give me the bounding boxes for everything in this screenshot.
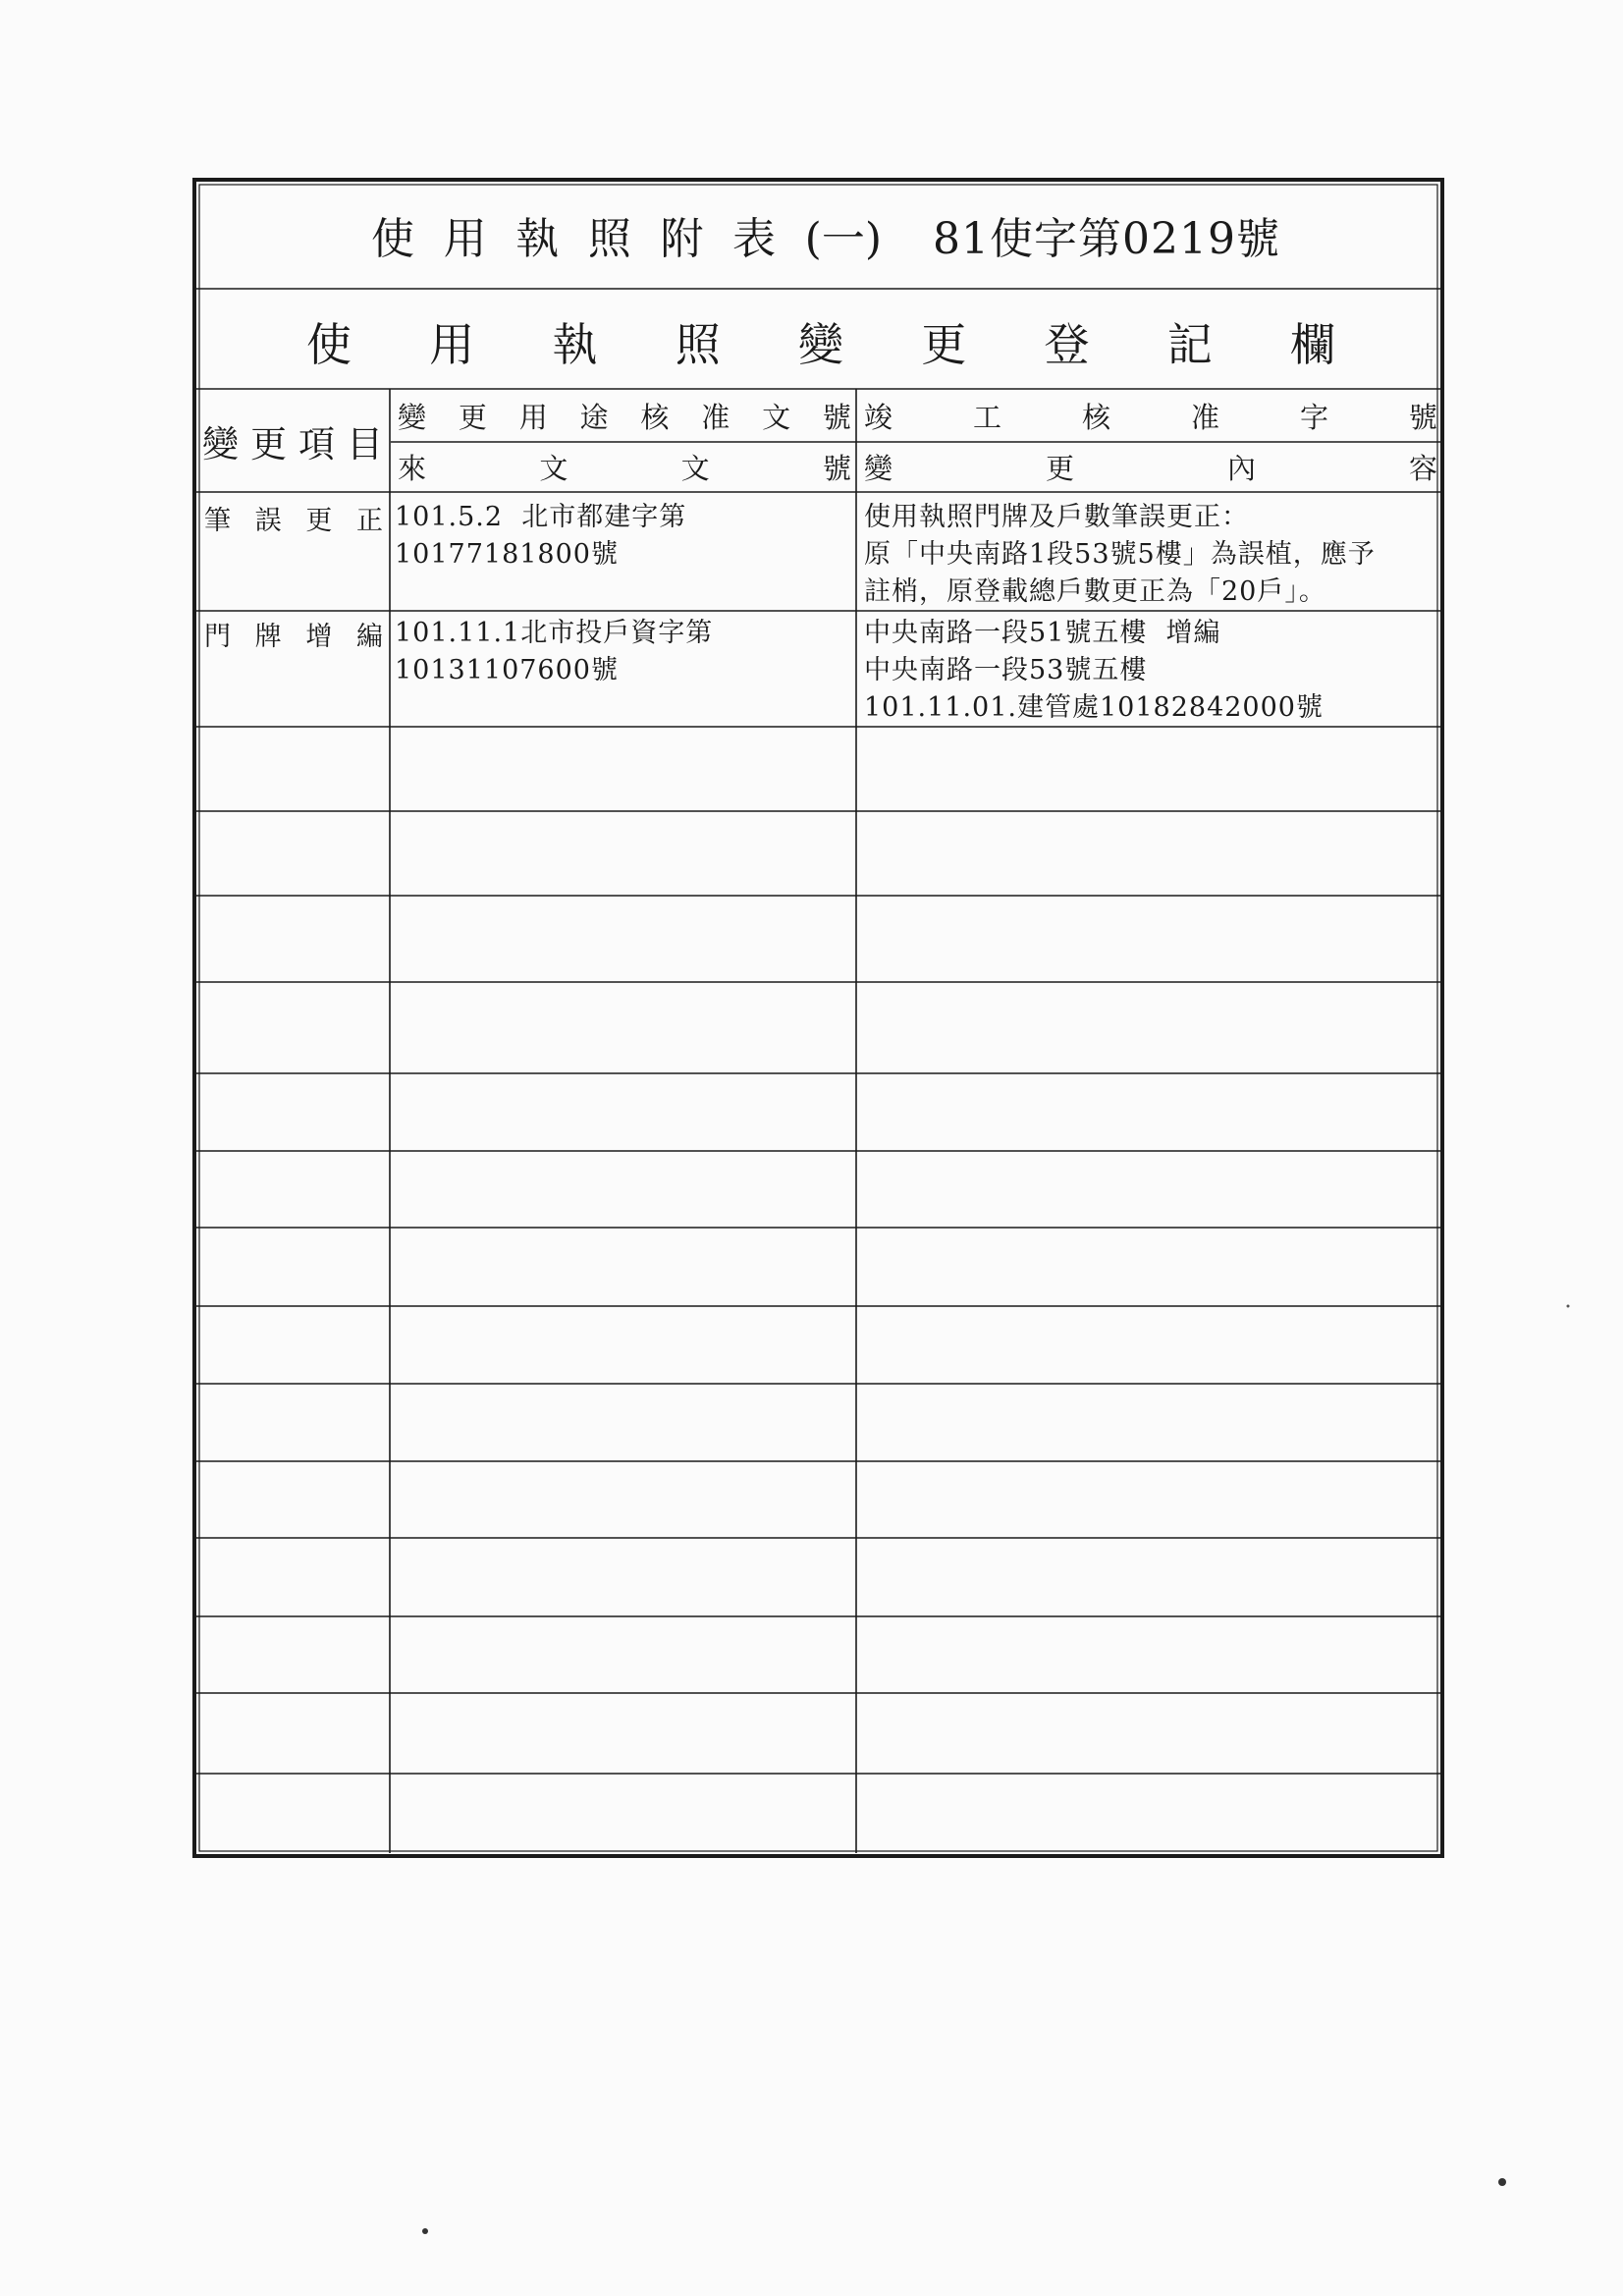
header-char: 變: [864, 451, 893, 485]
header-char: 竣: [864, 400, 893, 434]
header-char: 准: [1190, 400, 1219, 434]
document-line: 101.5.2 北市都建字第: [395, 502, 687, 532]
subtitle-char: 欄: [1290, 318, 1335, 371]
content-line: 原「中央南路1段53號5樓」為誤植，應予: [864, 539, 1376, 570]
header-char: 更: [1045, 451, 1074, 485]
content-line: 使用執照門牌及戶數筆誤更正：: [864, 502, 1249, 532]
header-char: 號: [822, 400, 851, 434]
subtitle-char: 用: [429, 318, 475, 371]
entry-char: 誤: [254, 505, 282, 536]
title-char: 照: [587, 214, 631, 264]
header-char: 來: [398, 451, 427, 485]
header-char: 用: [518, 400, 548, 434]
row-rules: [196, 611, 1440, 1774]
header-char: 途: [579, 400, 609, 434]
header-char: 內: [1226, 451, 1256, 485]
content-line: 註梢，原登載總戶數更正為「20戶」。: [864, 576, 1326, 607]
scan-speck: [422, 2228, 428, 2234]
header-char: 准: [701, 400, 730, 434]
form-title: [371, 202, 1328, 267]
content-line: 101.11.01.建管處10182842000號: [864, 692, 1324, 723]
entry-char: 牌: [254, 621, 282, 652]
header-change-content: [864, 446, 1437, 487]
header-char: 變: [398, 400, 427, 434]
subtitle-char: 照: [675, 318, 721, 371]
document-line: 10131107600號: [395, 655, 619, 685]
title-char: 使: [371, 214, 414, 264]
header-char: 文: [762, 400, 791, 434]
entry-change-content: [864, 499, 1376, 611]
entry-char: 增: [305, 621, 333, 652]
subtitle-char: 更: [921, 318, 967, 371]
entry-char: 編: [355, 621, 383, 652]
header-char: 目: [347, 423, 383, 465]
header-approval-doc-number: [398, 395, 851, 436]
entry-document-number: [395, 615, 713, 689]
header-char: 核: [640, 400, 670, 434]
header-char: 變: [202, 423, 239, 465]
subtitle-char: 執: [552, 318, 598, 371]
entry-document-number: [395, 499, 686, 574]
header-char: 文: [539, 451, 568, 485]
entry-change-content: [864, 615, 1324, 727]
content-line: 中央南路一段51號五樓 增編: [864, 618, 1221, 648]
document-line: 10177181800號: [395, 539, 619, 570]
entry-item-label: [204, 499, 383, 536]
header-char: 核: [1081, 400, 1110, 434]
header-completion-approval-number: [864, 395, 1437, 436]
header-char: 容: [1408, 451, 1437, 485]
header-incoming-doc-number: [398, 446, 851, 487]
header-char: 更: [250, 423, 287, 465]
entry-item-label: [204, 615, 383, 652]
header-char: 工: [972, 400, 1001, 434]
license-number: 81使字第0219號: [933, 214, 1280, 264]
header-change-item: [202, 414, 383, 467]
subtitle-char: 記: [1166, 318, 1213, 371]
content-line: 中央南路一段53號五樓: [864, 655, 1148, 685]
subtitle-char: 登: [1044, 318, 1090, 371]
subtitle-char: 使: [306, 318, 352, 371]
title-char: 用: [443, 214, 487, 264]
title-char: (一): [804, 214, 882, 264]
header-char: 字: [1299, 400, 1328, 434]
header-char: 文: [680, 451, 710, 485]
entry-char: 門: [204, 621, 231, 652]
header-char: 號: [822, 451, 851, 485]
subtitle-char: 變: [798, 318, 843, 371]
title-char: 執: [515, 214, 560, 264]
form-subtitle: [306, 304, 1335, 379]
entry-char: 正: [355, 505, 383, 536]
entry-char: 更: [305, 505, 333, 536]
header-char: 更: [458, 400, 487, 434]
scan-speck: [1567, 1305, 1570, 1308]
title-char: 表: [732, 214, 777, 264]
document-line: 101.11.1北市投戶資字第: [395, 618, 714, 648]
scan-speck: [1498, 2178, 1506, 2186]
header-char: 項: [298, 423, 335, 465]
title-char: 附: [660, 214, 704, 264]
entry-char: 筆: [204, 505, 231, 536]
header-char: 號: [1408, 400, 1437, 434]
